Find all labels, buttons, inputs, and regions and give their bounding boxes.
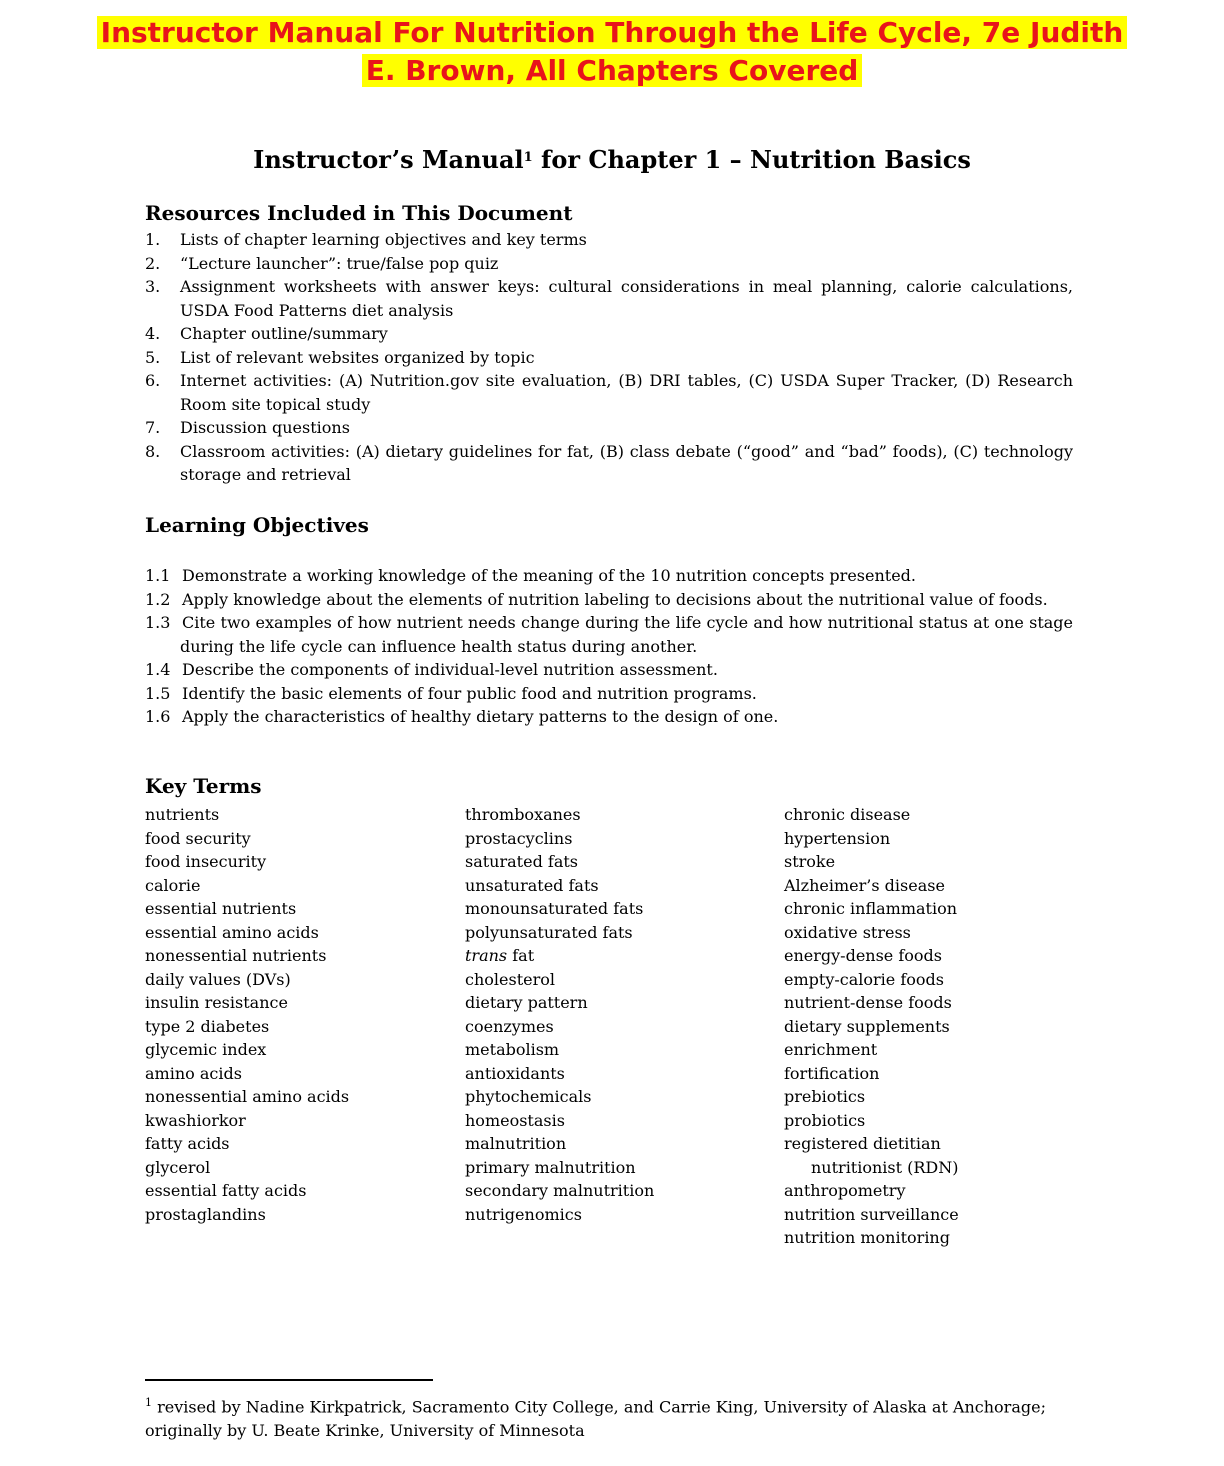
banner-line-2: E. Brown, All Chapters Covered — [362, 54, 863, 87]
objective-item — [145, 611, 1073, 658]
key-term: calorie — [145, 875, 201, 895]
key-term: food security — [145, 828, 251, 848]
objective-text: Cite two examples of how nutrient needs change during the life cycle and how nutritional status at one stage during the life cycle can influence health status during another. — [180, 613, 1073, 656]
objective-number: 1.6 — [145, 707, 171, 726]
key-term: thromboxanes — [465, 805, 581, 824]
resource-number: 1. — [145, 230, 161, 249]
key-term: nutrient-dense foods — [784, 993, 952, 1012]
key-terms-heading: Key Terms — [145, 774, 262, 798]
resource-text: Internet activities: (A) Nutrition.gov site evaluation, (B) DRI tables, (C) USDA Super Tracker, (D) Research Room site topical study — [180, 371, 1073, 414]
key-term: probiotics — [784, 1110, 866, 1130]
key-term: essential fatty acids — [145, 1181, 307, 1200]
resource-text: Classroom activities: (A) dietary guidelines for fat, (B) class debate (“good” and “bad” foods), (C) technology storage and retrieval — [180, 441, 1073, 484]
key-term: cholesterol — [465, 969, 555, 989]
key-term: metabolism — [465, 1040, 560, 1059]
key-term: unsaturated fats — [465, 875, 599, 895]
key-term: glycemic index — [145, 1040, 267, 1059]
key-term: prostacyclins — [465, 828, 573, 848]
objective-item — [145, 705, 1073, 729]
key-term: secondary malnutrition — [465, 1181, 655, 1200]
key-terms-column-3 — [784, 803, 959, 1250]
key-term: polyunsaturated fats — [465, 922, 633, 942]
objective-text: Apply the characteristics of healthy dietary patterns to the design of one. — [182, 707, 779, 726]
key-term-italic: trans — [465, 946, 508, 965]
key-term: primary malnutrition — [465, 1157, 636, 1177]
resource-text: “Lecture launcher”: true/false pop quiz — [180, 253, 499, 273]
key-term: phytochemicals — [465, 1087, 592, 1106]
footnote — [145, 1391, 1075, 1443]
key-term: enrichment — [784, 1040, 878, 1059]
resource-number: 2. — [145, 253, 161, 273]
key-term: insulin resistance — [145, 993, 288, 1012]
key-term: prebiotics — [784, 1087, 866, 1106]
key-term: chronic inflammation — [784, 899, 958, 918]
key-term: dietary supplements — [784, 1016, 950, 1036]
key-term: coenzymes — [465, 1016, 554, 1036]
resource-item — [145, 369, 1073, 416]
title-footnote-mark[interactable]: 1 — [523, 150, 533, 165]
page-title — [0, 143, 1224, 177]
key-term: essential amino acids — [145, 922, 319, 942]
objective-text: Apply knowledge about the elements of nutrition labeling to decisions about the nutritional value of foods. — [182, 589, 1048, 609]
key-term: dietary pattern — [465, 993, 588, 1012]
objective-number: 1.1 — [145, 566, 171, 585]
key-term: monounsaturated fats — [465, 899, 644, 918]
resource-item — [145, 346, 1073, 370]
resource-item — [145, 440, 1073, 487]
key-term: essential nutrients — [145, 899, 297, 918]
key-term: nonessential nutrients — [145, 946, 327, 965]
key-term: stroke — [784, 852, 836, 871]
key-term: daily values (DVs) — [145, 969, 291, 989]
resource-item — [145, 416, 1073, 440]
title-text-after: for Chapter 1 – Nutrition Basics — [532, 145, 971, 174]
objectives-heading: Learning Objectives — [145, 513, 369, 537]
resource-number: 5. — [145, 347, 161, 367]
key-term: food insecurity — [145, 852, 267, 871]
key-term: hypertension — [784, 828, 891, 848]
key-terms-section — [145, 773, 1073, 1263]
key-term: empty-calorie foods — [784, 969, 944, 989]
key-term: glycerol — [145, 1157, 211, 1177]
key-term: energy-dense foods — [784, 946, 942, 965]
objective-text: Describe the components of individual-level nutrition assessment. — [182, 660, 718, 679]
key-term: nutritionist (RDN) — [811, 1157, 959, 1177]
key-term: nutrition monitoring — [784, 1228, 950, 1247]
banner-line-1: Instructor Manual For Nutrition Through the Life Cycle, 7e Judith — [97, 16, 1128, 49]
resources-list — [145, 228, 1073, 487]
resource-number: 7. — [145, 418, 161, 437]
resource-number: 8. — [145, 441, 161, 461]
key-terms-column-2 — [465, 803, 654, 1226]
objective-text: Demonstrate a working knowledge of the meaning of the 10 nutrition concepts presented. — [182, 566, 916, 585]
resource-text: List of relevant websites organized by topic — [180, 347, 535, 367]
key-term: Alzheimer’s disease — [784, 875, 945, 895]
objective-number: 1.4 — [145, 660, 171, 679]
key-terms-column-1 — [145, 803, 349, 1226]
key-term-rest: fat — [507, 946, 535, 965]
objectives-section — [145, 512, 1073, 729]
key-term: homeostasis — [465, 1110, 565, 1130]
resource-text: Lists of chapter learning objectives and key terms — [180, 230, 587, 249]
title-text-before: Instructor’s Manual — [253, 145, 524, 174]
key-term: malnutrition — [465, 1134, 567, 1153]
resource-text: Chapter outline/summary — [180, 324, 388, 343]
objectives-list — [145, 564, 1073, 729]
key-term: antioxidants — [465, 1063, 565, 1083]
key-term: registered dietitian — [784, 1134, 941, 1153]
resources-section — [145, 200, 1073, 487]
objective-number: 1.2 — [145, 589, 171, 609]
resource-number: 6. — [145, 371, 161, 390]
key-term: fortification — [784, 1063, 880, 1083]
objective-number: 1.5 — [145, 683, 171, 703]
document-banner — [0, 14, 1224, 90]
key-term: saturated fats — [465, 852, 578, 871]
key-term: nonessential amino acids — [145, 1087, 350, 1106]
key-terms-grid — [145, 803, 1073, 1263]
key-term: fatty acids — [145, 1134, 230, 1153]
objective-item — [145, 588, 1073, 612]
resource-text: Discussion questions — [180, 418, 350, 437]
key-term: nutrigenomics — [465, 1204, 582, 1224]
footnote-mark: 1 — [145, 1396, 152, 1409]
footnote-text: revised by Nadine Kirkpatrick, Sacramento City College, and Carrie King, University of Alaska at Anchorage; originally by U. Beate Krinke, University of Minnesota — [145, 1397, 1046, 1441]
objective-text: Identify the basic elements of four public food and nutrition programs. — [182, 683, 757, 703]
key-term: anthropometry — [784, 1181, 906, 1200]
resource-text: Assignment worksheets with answer keys: cultural considerations in meal planning, calorie calculations, USDA Food Patterns diet analysis — [180, 277, 1073, 320]
resource-item — [145, 275, 1073, 322]
footnote-divider — [145, 1379, 433, 1381]
resource-number: 4. — [145, 324, 161, 343]
resource-item — [145, 322, 1073, 346]
resource-item — [145, 228, 1073, 252]
key-term: chronic disease — [784, 805, 911, 824]
key-term: kwashiorkor — [145, 1110, 246, 1130]
key-term: nutrition surveillance — [784, 1204, 959, 1224]
key-term: nutrients — [145, 805, 220, 824]
objective-number: 1.3 — [145, 613, 171, 632]
key-term: amino acids — [145, 1063, 242, 1083]
resources-heading: Resources Included in This Document — [145, 201, 573, 225]
key-term: prostaglandins — [145, 1204, 266, 1224]
key-term — [465, 944, 654, 968]
objective-item — [145, 658, 1073, 682]
objective-item — [145, 682, 1073, 706]
key-term: oxidative stress — [784, 922, 911, 942]
resource-number: 3. — [145, 277, 161, 296]
objective-item — [145, 564, 1073, 588]
key-term: type 2 diabetes — [145, 1016, 270, 1036]
resource-item — [145, 252, 1073, 276]
